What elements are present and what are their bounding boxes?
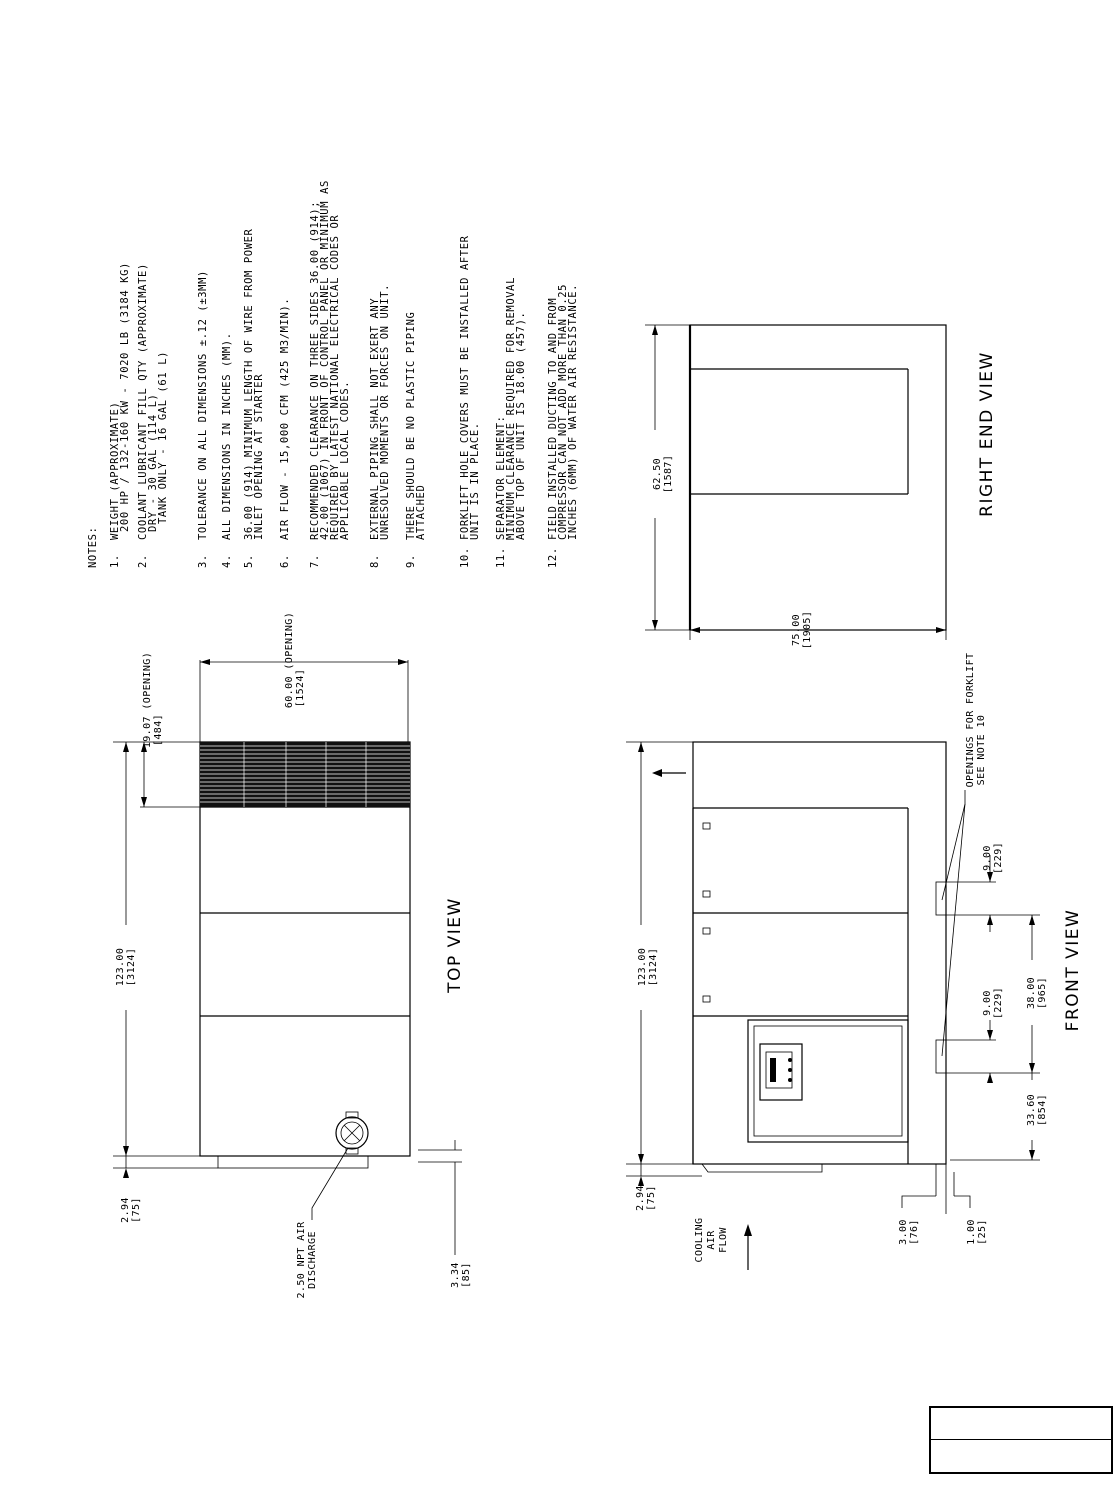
fork-spacing-dim-mm: [965]	[1037, 976, 1048, 1010]
note-line: DRY - 30 GAL (114 L)	[147, 393, 159, 532]
front-overall-dim: 123.00	[637, 947, 648, 987]
forklift-openings-label: SEE NOTE 10	[976, 714, 987, 786]
note-number: 6.	[279, 554, 291, 568]
cooling-flow-arrow-icon	[744, 1224, 752, 1270]
note-line: ATTACHED	[415, 484, 427, 540]
right-depth-dim-mm: [1587]	[663, 454, 674, 494]
door-handle-icon	[703, 928, 710, 934]
note-line: UNIT IS IN PLACE.	[469, 422, 481, 540]
note-number: 4.	[221, 554, 233, 568]
right-height-dim: 75.00	[791, 613, 802, 647]
note-number: 9.	[405, 554, 417, 568]
fork-a-dim-mm: [229]	[993, 841, 1004, 875]
opening-length-dim: 60.00 (OPENING)	[284, 611, 295, 709]
note-line: UNRESOLVED MOMENTS OR FORCES ON UNIT.	[379, 283, 391, 540]
note-line: FORKLIFT HOLE COVERS MUST BE INSTALLED AFTER	[459, 235, 471, 540]
fork-b-dim-mm: [229]	[993, 986, 1004, 1020]
note-number: 3.	[197, 554, 209, 568]
note-number: 2.	[137, 554, 149, 568]
note-number: 10.	[459, 547, 471, 568]
discharge-offset-dim-mm: [85]	[461, 1262, 472, 1288]
door-handle-icon	[703, 996, 710, 1002]
note-line: 42.00 (1067) IN FRONT OF CONTROL PANEL OR MINIMUM AS	[319, 180, 331, 540]
note-number: 7.	[309, 554, 321, 568]
note-number: 8.	[369, 554, 381, 568]
base-height-dim-mm: [76]	[909, 1219, 920, 1245]
note-line: COOLANT LUBRICANT FILL QTY (APPROXIMATE)	[137, 263, 149, 540]
front-view	[626, 653, 1083, 1270]
note-number: 12.	[547, 547, 559, 568]
note-line: INLET OPENING AT STARTER	[253, 373, 265, 540]
right-height-dim-mm: [1905]	[802, 610, 813, 650]
top-base-skid	[218, 1156, 368, 1168]
title-block-row	[931, 1408, 1111, 1440]
fork-a-dim: 9.00	[982, 845, 993, 871]
discharge-label: DISCHARGE	[307, 1231, 318, 1289]
note-line: INCHES (6MM) OF WATER AIR RESISTANCE.	[567, 283, 579, 540]
top-end-dim: 2.94	[120, 1197, 131, 1223]
front-end-dim-mm: [75]	[646, 1185, 657, 1211]
note-line: 36.00 (914) MINIMUM LENGTH OF WIRE FROM POWER	[243, 228, 255, 540]
door-handle-icon	[703, 823, 710, 829]
cooling-air-flow-label: AIR	[706, 1230, 717, 1250]
top-overall-dim: 123.00	[115, 947, 126, 987]
note-line: 200 HP / 132-160 KW - 7020 LB (3184 KG)	[119, 262, 131, 532]
note-number: 11.	[495, 547, 507, 568]
note-line: COMPRESSOR CAN NOT ADD MORE THAN 0.25	[557, 283, 569, 540]
note-line: MINIMUM CLEARANCE REQUIRED FOR REMOVAL	[505, 276, 517, 540]
note-number: 5.	[243, 554, 255, 568]
top-end-dim-mm: [75]	[131, 1197, 142, 1223]
airflow-arrow-icon	[652, 769, 686, 777]
note-line: TANK ONLY - 16 GAL (61 L)	[157, 350, 169, 524]
opening-length-dim-mm: [1524]	[295, 668, 306, 708]
forklift-openings-label: OPENINGS FOR FORKLIFT	[965, 652, 976, 788]
note-line: FIELD INSTALLED DUCTING TO AND FROM	[547, 297, 559, 540]
right-depth-dim: 62.50	[652, 457, 663, 491]
air-discharge-fitting-icon	[336, 1112, 368, 1154]
cooling-air-flow-label: FLOW	[718, 1227, 729, 1253]
base-offset-dim: 1.00	[966, 1219, 977, 1245]
control-panel-display-icon	[760, 1044, 802, 1100]
discharge-label: 2.50 NPT AIR	[296, 1221, 307, 1299]
forklift-opening	[936, 1040, 946, 1073]
title-block	[929, 1406, 1113, 1474]
fork-b-dim: 9.00	[982, 990, 993, 1016]
notes-block	[87, 180, 579, 568]
front-view-title: FRONT VIEW	[1063, 908, 1083, 1032]
discharge-offset-dim: 3.34	[450, 1262, 461, 1288]
note-line: AIR FLOW - 15,000 CFM (425 M3/MIN).	[279, 297, 291, 540]
door-handle-icon	[703, 891, 710, 897]
note-line: REQUIRED BY LATEST NATIONAL ELECTRICAL CODES OR	[329, 214, 341, 540]
base-offset-dim-mm: [25]	[977, 1219, 988, 1245]
note-line: APPLICABLE LOCAL CODES.	[339, 380, 351, 540]
fork-spacing-dim: 38.00	[1026, 976, 1037, 1010]
notes-header: NOTES:	[87, 526, 99, 568]
base-height-dim: 3.00	[898, 1219, 909, 1245]
top-view	[113, 612, 472, 1299]
cooling-grille	[200, 742, 410, 807]
top-view-title: TOP VIEW	[445, 897, 465, 993]
note-line: SEPARATOR ELEMENT:	[495, 415, 507, 540]
note-line: TOLERANCE ON ALL DIMENSIONS ±.12 (±3MM)	[197, 270, 209, 540]
note-number: 1.	[109, 554, 121, 568]
right-end-view	[645, 325, 997, 649]
top-overall-dim-mm: [3124]	[126, 947, 137, 987]
forklift-opening	[936, 882, 946, 915]
fork-offset-dim-mm: [854]	[1037, 1093, 1048, 1127]
note-line: ALL DIMENSIONS IN INCHES (MM).	[221, 332, 233, 540]
note-line: WEIGHT (APPROXIMATE)	[109, 401, 121, 540]
front-end-dim: 2.94	[635, 1185, 646, 1211]
opening-width-dim-mm: [484]	[153, 713, 164, 747]
title-block-row	[931, 1440, 1111, 1472]
note-line: RECOMMENDED CLEARANCE ON THREE SIDES 36.00 (914);	[309, 200, 321, 540]
opening-width-dim: 19.07 (OPENING)	[142, 651, 153, 749]
right-end-view-title: RIGHT END VIEW	[977, 351, 997, 517]
cooling-air-flow-label: COOLING	[694, 1217, 705, 1263]
note-line: THERE SHOULD BE NO PLASTIC PIPING	[405, 311, 417, 540]
note-line: EXTERNAL PIPING SHALL NOT EXERT ANY	[369, 297, 381, 540]
fork-offset-dim: 33.60	[1026, 1093, 1037, 1127]
front-overall-dim-mm: [3124]	[648, 947, 659, 987]
note-line: ABOVE TOP OF UNIT IS 18.00 (457).	[515, 311, 527, 540]
